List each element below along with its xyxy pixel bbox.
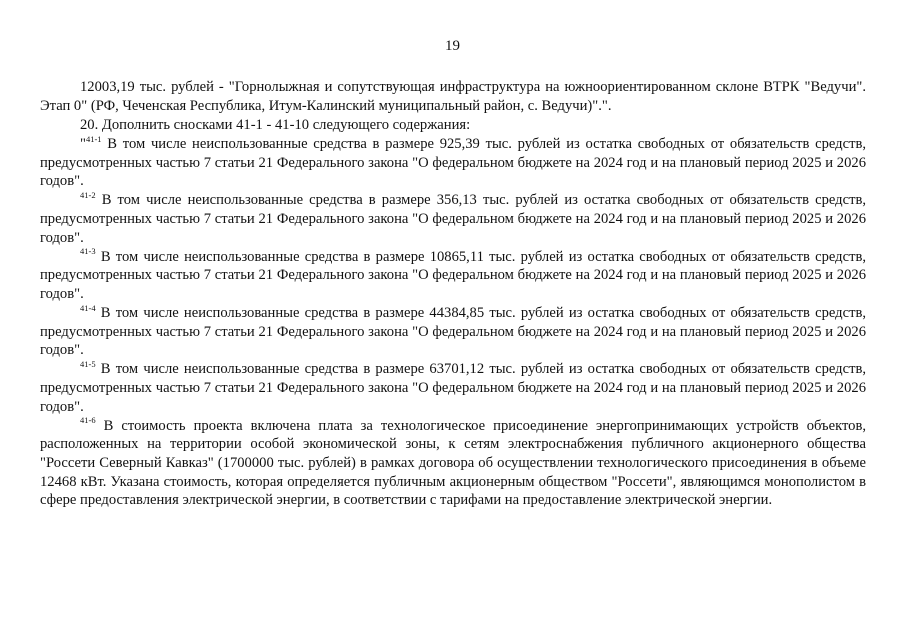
footnote-41-3: [40, 248, 866, 304]
document-body: [40, 78, 866, 510]
footnote-41-2: [40, 191, 866, 247]
footnote-41-6: [40, 417, 866, 510]
paragraph-amendment-20: [40, 116, 866, 135]
paragraph-infrastructure: [40, 78, 866, 115]
page-number: 19: [445, 38, 460, 54]
footnote-text: В том числе неиспользованные средства в размере 10865,11 тыс. рублей из остатка свободных от обязательств средств, предусмотренных частью 7 статьи 21 Федерального закона "О федеральном бюджете на 2024 год и на плановый период 2025 и 2026 годов".: [40, 248, 866, 302]
paragraph-text: 12003,19 тыс. рублей - "Горнолыжная и сопутствующая инфраструктура на южноориентированном склоне ВТРК "Ведучи". Этап 0" (РФ, Чеченская Республика, Итум-Калинский муниципальный район, с. Ведучи)".".: [40, 79, 866, 114]
footnote-marker: 41-3: [80, 246, 96, 257]
opening-quote: ": [80, 135, 86, 152]
footnote-text: В том числе неиспользованные средства в размере 44384,85 тыс. рублей из остатка свободных от обязательств средств, предусмотренных частью 7 статьи 21 Федерального закона "О федеральном бюджете на 2024 год и на плановый период 2025 и 2026 годов".: [40, 305, 866, 359]
footnote-text: В том числе неиспользованные средства в размере 356,13 тыс. рублей из остатка свободных от обязательств средств, предусмотренных частью 7 статьи 21 Федерального закона "О федеральном бюджете на 2024 год и на плановый период 2025 и 2026 годов".: [40, 192, 866, 246]
footnote-text: В стоимость проекта включена плата за технологическое присоединение энергопринимающих устройств объектов, расположенных на территории особой экономической зоны, к сетям электроснабжения публичного акционерного общества "Россети Северный Кавказ" (1700000 тыс. рублей) в рамках договора об осуществлении технологического присоединения в объеме 12468 кВт. Указана стоимость, которая определяется публичным акционерным обществом "Россети", являющимся монополистом в сфере предоставления электрической энергии, в соответствии с тарифами на предоставление электрической энергии.: [40, 417, 866, 509]
footnote-marker: 41-5: [80, 359, 96, 370]
footnote-marker: 41-4: [80, 302, 96, 313]
footnote-marker: 41-1: [85, 133, 102, 144]
footnote-text: В том числе неиспользованные средства в размере 925,39 тыс. рублей из остатка свободных от обязательств средств, предусмотренных частью 7 статьи 21 Федерального закона "О федеральном бюджете на 2024 год и на плановый период 2025 и 2026 годов".: [40, 135, 866, 190]
footnote-41-5: [40, 360, 866, 416]
footnote-text: В том числе неиспользованные средства в размере 63701,12 тыс. рублей из остатка свободных от обязательств средств, предусмотренных частью 7 статьи 21 Федерального закона "О федеральном бюджете на 2024 год и на плановый период 2025 и 2026 годов".: [40, 361, 866, 415]
paragraph-text: 20. Дополнить сносками 41-1 - 41-10 следующего содержания:: [80, 116, 471, 133]
footnote-41-4: [40, 304, 866, 360]
footnote-marker: 41-6: [80, 415, 96, 426]
footnote-marker: 41-2: [80, 189, 96, 200]
footnote-41-1: [40, 135, 866, 191]
